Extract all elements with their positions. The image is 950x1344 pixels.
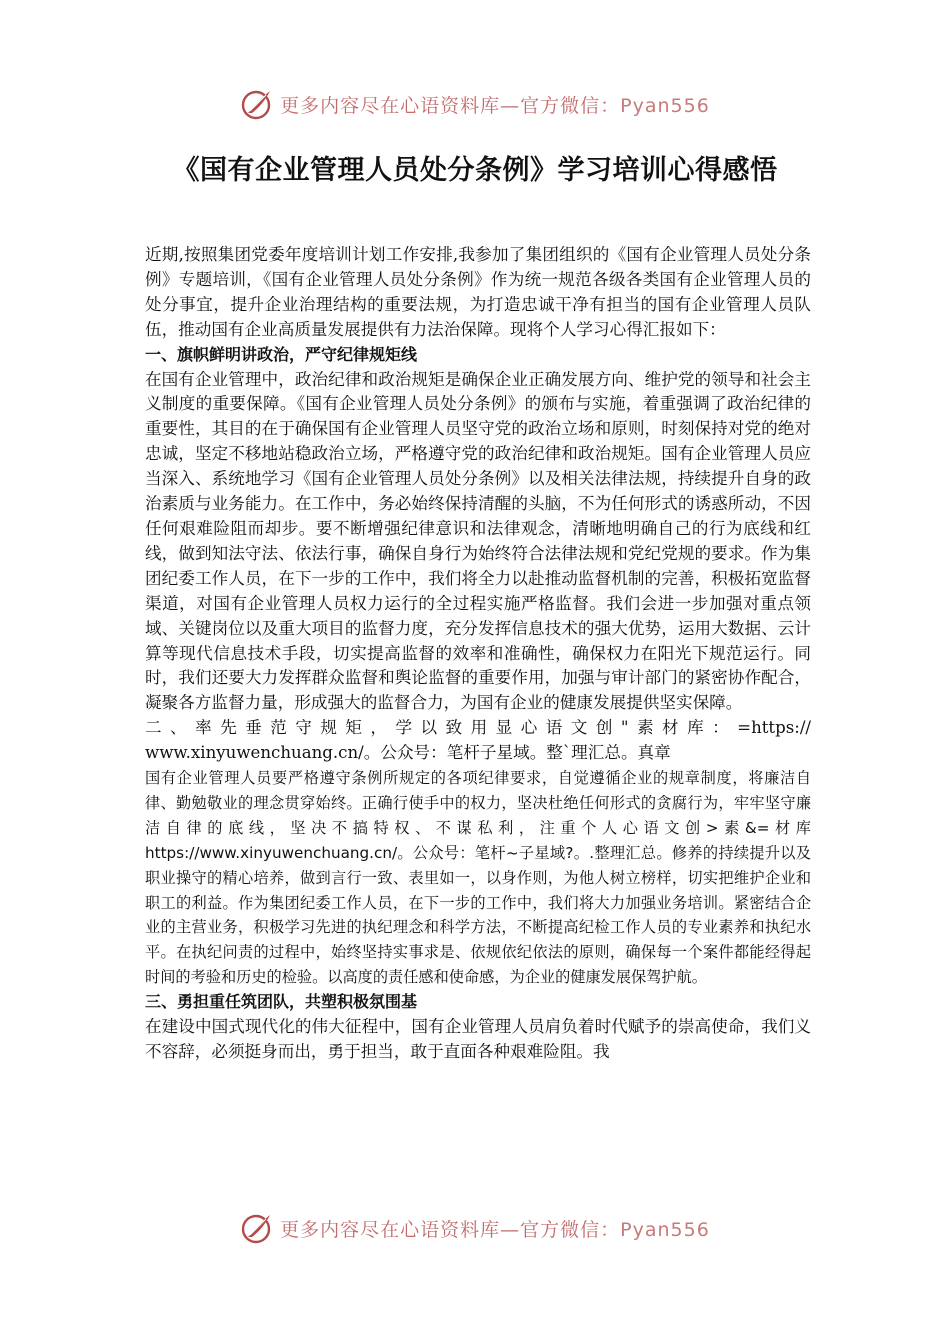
section-heading-1: 一、旗帜鲜明讲政治，严守纪律规矩线 — [145, 344, 418, 364]
banner-text: 更多内容尽在心语资料库—官方微信：Pyan556 — [280, 1218, 710, 1241]
header-banner — [0, 84, 950, 124]
section-paragraph-2: 国有企业管理人员要严格遵守条例所规定的各项纪律要求，自觉遵循企业的规章制度，将廉洁自律、勤勉敬业的理念贯穿始终。正确行使手中的权力，坚决杜绝任何形式的贪腐行为，牢牢坚守廉洁自律的底线，坚决不搞特权、不谋私利，注重个人心语文创>素&=材库https://www.xinyuwenchuang.cn/。公众号：笔杆~子星域?。.整理汇总。修养的持续提升以及职业操守的精心培养，做到言行一致、表里如一，以身作则，为他人树立榜样，切实把维护企业和职工的利益。作为集团纪委工作人员，在下一步的工作中，我们将大力加强业务培训。紧密结合企业的主营业务，积极学习先进的执纪理念和科学方法，不断提高纪检工作人员的专业素养和执纪水平。在执纪问责的过程中，始终坚持实事求是、依规依纪依法的原则，确保每一个案件都能经得起时间的考验和历史的检验。以高度的责任感和使命感，为企业的健康发展保驾护航。 — [145, 769, 811, 987]
banner-text: 更多内容尽在心语资料库—官方微信：Pyan556 — [280, 94, 710, 117]
footer-banner — [0, 1208, 950, 1248]
section-paragraph-1: 在国有企业管理中，政治纪律和政治规矩是确保企业正确发展方向、维护党的领导和社会主义制度的重要保障。《国有企业管理人员处分条例》的颁布与实施，着重强调了政治纪律的重要性，其目的在于确保国有企业管理人员坚守党的政治立场和原则，时刻保持对党的绝对忠诚，坚定不移地站稳政治立场，严格遵守党的政治纪律和政治规矩。国有企业管理人员应当深入、系统地学习《国有企业管理人员处分条例》以及相关法律法规，持续提升自身的政治素质与业务能力。在工作中，务必始终保持清醒的头脑，不为任何形式的诱惑所动，不因任何艰难险阻而却步。要不断增强纪律意识和法律观念，清晰地明确自己的行为底线和红线，做到知法守法、依法行事，确保自身行为始终符合法律法规和党纪党规的要求。作为集团纪委工作人员，在下一步的工作中，我们将全力以赴推动监督机制的完善，积极拓宽监督渠道，对国有企业管理人员权力运行的全过程实施严格监督。我们会进一步加强对重点领域、关键岗位以及重大项目的监督力度，充分发挥信息技术的强大优势，运用大数据、云计算等现代信息技术手段，切实提高监督的效率和准确性，确保权力在阳光下规范运行。同时，我们还要大力发挥群众监督和舆论监督的重要作用，加强与审计部门的紧密协作配合，凝聚各方监督力量，形成强大的监督合力，为国有企业的健康发展提供坚实保障。 — [145, 369, 811, 713]
section-heading-2-continued: www.xinyuwenchuang.cn/。公众号：笔杆子星域。整`理汇总。真章 — [145, 743, 671, 763]
feather-quill-logo-icon — [240, 87, 274, 121]
document-title: 《国有企业管理人员处分条例》学习培训心得感悟 — [172, 155, 778, 186]
section-heading-2: 二、率先垂范守规矩，学以致用显心语文创"素材库：=https:// — [145, 718, 811, 738]
wechat-id: Pyan556 — [620, 1218, 710, 1241]
document-body — [145, 243, 811, 1065]
wechat-id: Pyan556 — [620, 94, 710, 117]
section-paragraph-3: 在建设中国式现代化的伟大征程中，国有企业管理人员肩负着时代赋予的崇高使命，我们义不容辞，必须挺身而出，勇于担当，敢于直面各种艰难险阻。我 — [145, 1017, 811, 1061]
section-heading-3: 三、勇担重任筑团队，共塑积极氛围基 — [145, 992, 418, 1012]
feather-quill-logo-icon — [240, 1211, 274, 1245]
intro-paragraph: 近期,按照集团党委年度培训计划工作安排,我参加了集团组织的《国有企业管理人员处分条例》专题培训，《国有企业管理人员处分条例》作为统一规范各级各类国有企业管理人员的处分事宜，提升企业治理结构的重要法规，为打造忠诚干净有担当的国有企业管理人员队伍，推动国有企业高质量发展提供有力法治保障。现将个人学习心得汇报如下： — [145, 245, 811, 339]
